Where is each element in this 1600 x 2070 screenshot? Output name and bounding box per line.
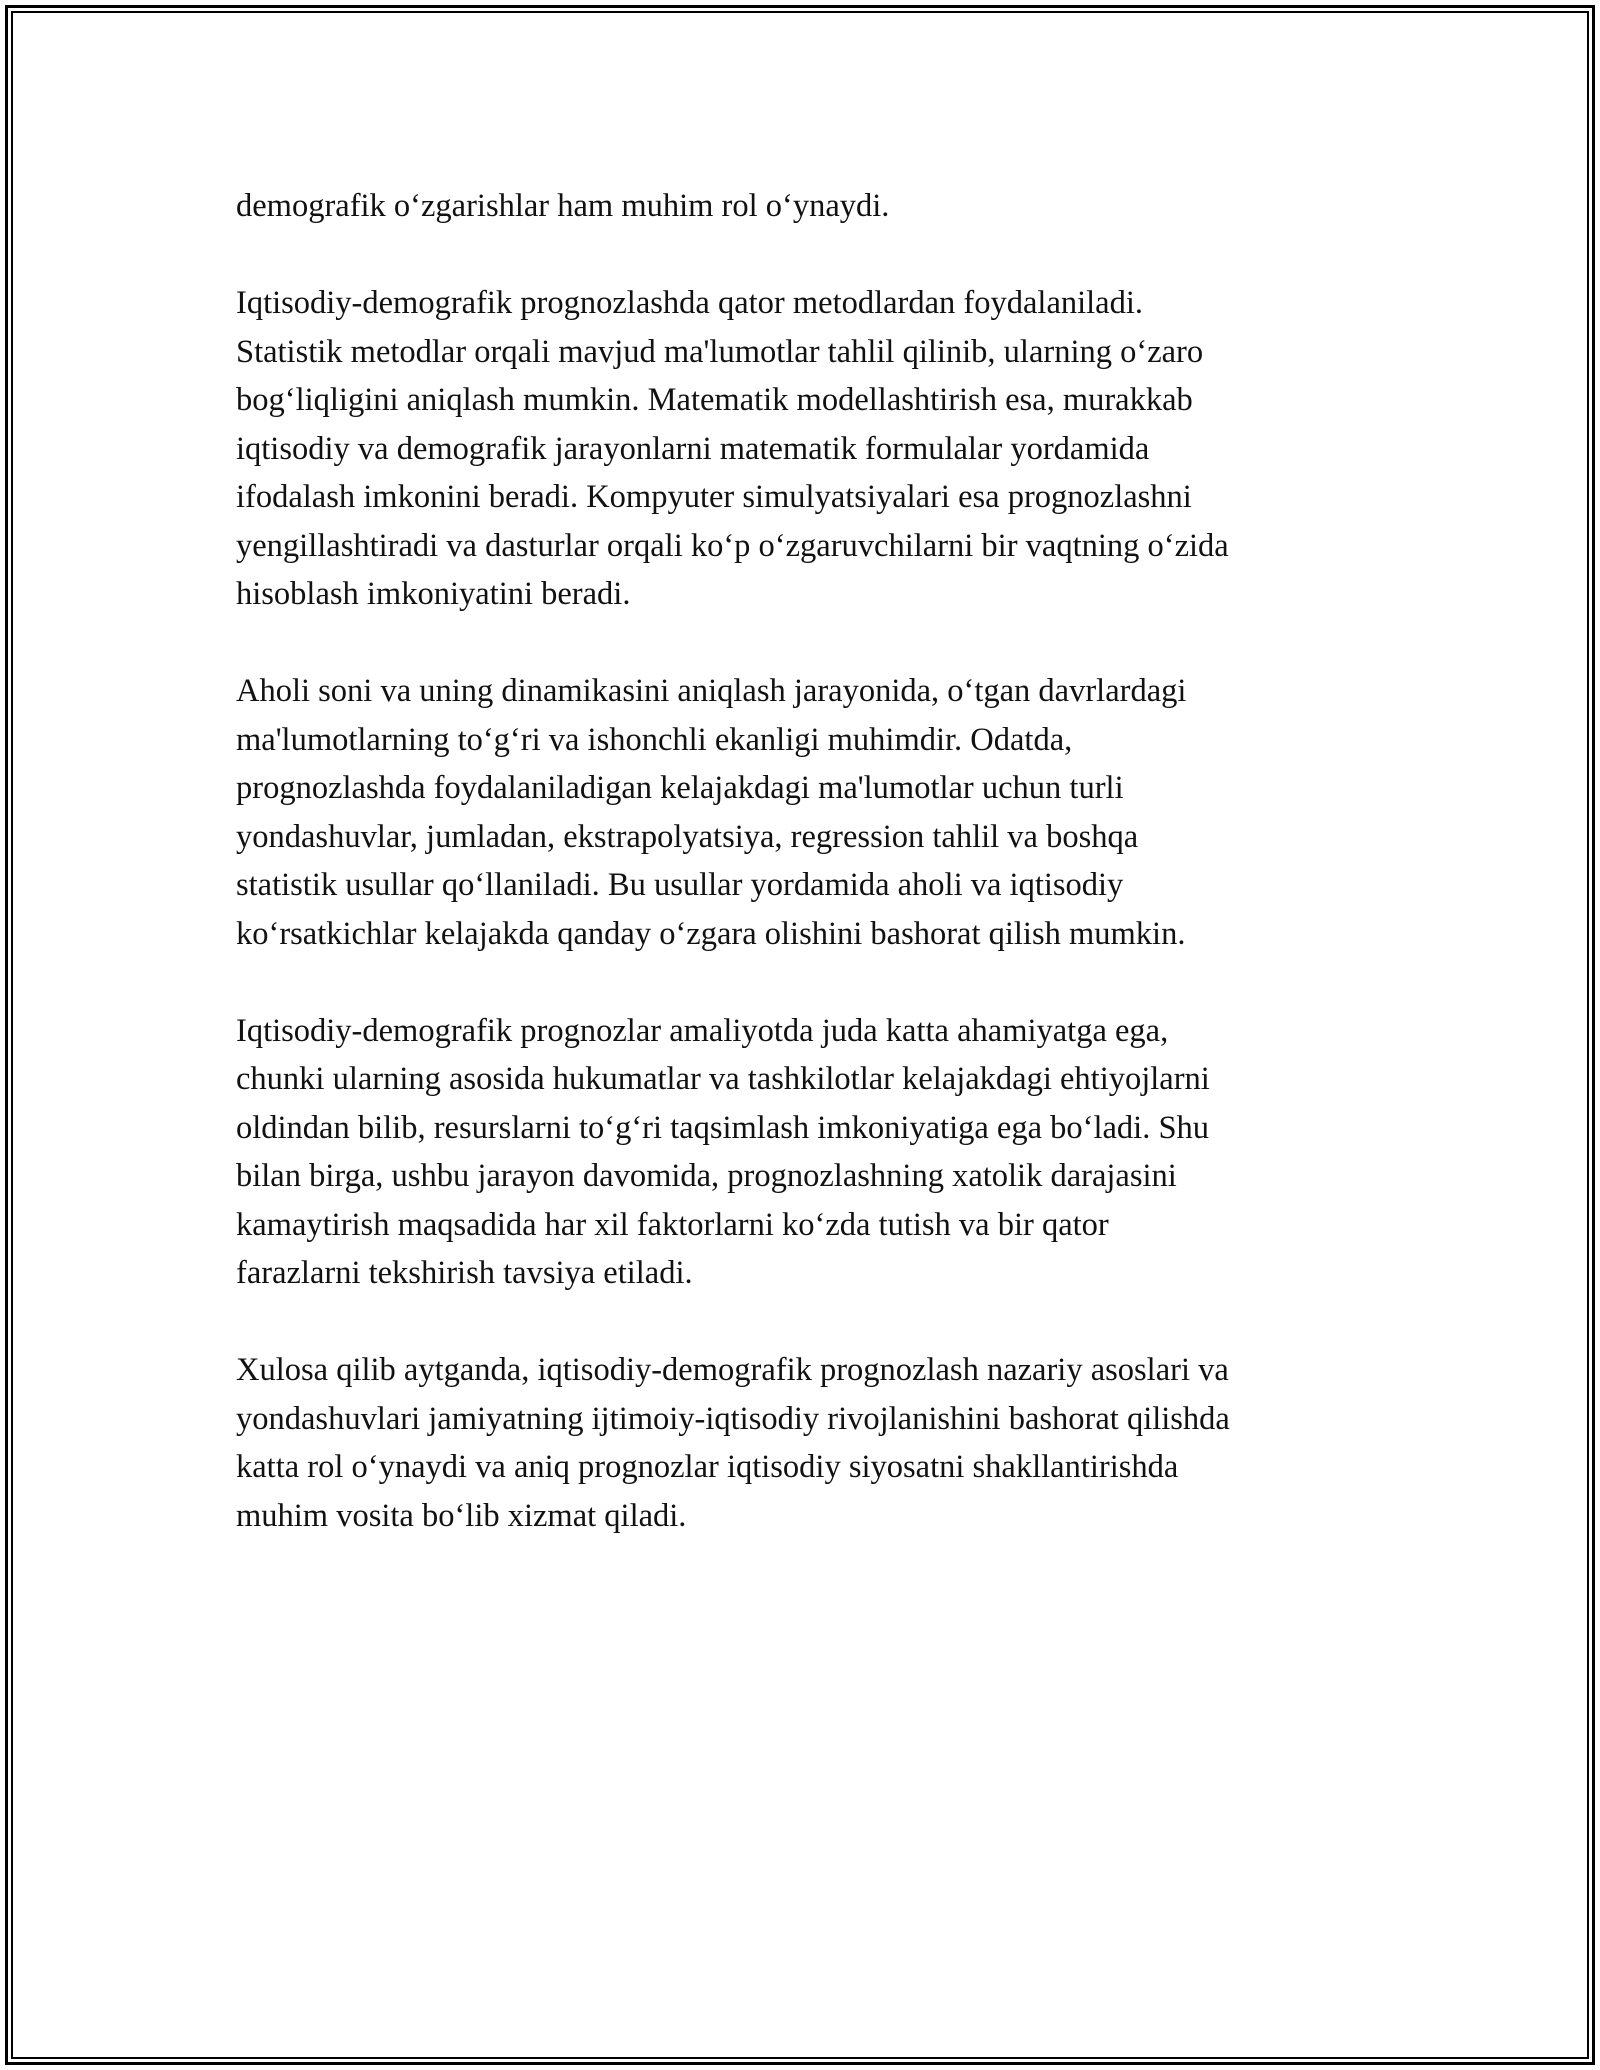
paragraph-continuation: demografik o‘zgarishlar ham muhim rol o‘ynaydi. bbox=[236, 188, 890, 224]
document-body bbox=[236, 182, 1396, 1589]
paragraph-population-dynamics: Aholi soni va uning dinamikasini aniqlash jarayonida, o‘tgan davrlardagi ma'lumotlarning to‘g‘ri va ishonchli ekanligi muhimdir. Odatda, prognozlashda foydalaniladigan kelajakdagi ma'lumotlar uchun turli yondashuvlar, jumladan, ekstrapolyatsiya, regression tahlil va boshqa statistik usullar qo‘llaniladi. Bu usullar yordamida aholi va iqtisodiy ko‘rsatkichlar kelajakda qanday o‘zgara olishini bashorat qilish mumkin. bbox=[236, 673, 1187, 952]
paragraph-conclusion: Xulosa qilib aytganda, iqtisodiy-demografik prognozlash nazariy asoslari va yondashuvlari jamiyatning ijtimoiy-iqtisodiy rivojlanishini bashorat qilishda katta rol o‘ynaydi va aniq prognozlar iqtisodiy siyosatni shakllantirishda muhim vosita bo‘lib xizmat qiladi. bbox=[236, 1352, 1230, 1534]
paragraph-practical-importance: Iqtisodiy-demografik prognozlar amaliyotda juda katta ahamiyatga ega, chunki ularning asosida hukumatlar va tashkilotlar kelajakdagi ehtiyojlarni oldindan bilib, resurslarni to‘g‘ri taqsimlash imkoniyatiga ega bo‘ladi. Shu bilan birga, ushbu jarayon davomida, prognozlashning xatolik darajasini kamaytirish maqsadida har xil faktorlarni ko‘zda tutish va bir qator farazlarni tekshirish tavsiya etiladi. bbox=[236, 1012, 1210, 1291]
paragraph-methods: Iqtisodiy-demografik prognozlashda qator metodlardan foydalaniladi. Statistik metodlar orqali mavjud ma'lumotlar tahlil qilinib, ularning o‘zaro bog‘liqligini aniqlash mumkin. Matematik modellashtirish esa, murakkab iqtisodiy va demografik jarayonlarni matematik formulalar yordamida ifodalash imkonini beradi. Kompyuter simulyatsiyalari esa prognozlashni yengillashtiradi va dasturlar orqali ko‘p o‘zgaruvchilarni bir vaqtning o‘zida hisoblash imkoniyatini beradi. bbox=[236, 285, 1229, 612]
